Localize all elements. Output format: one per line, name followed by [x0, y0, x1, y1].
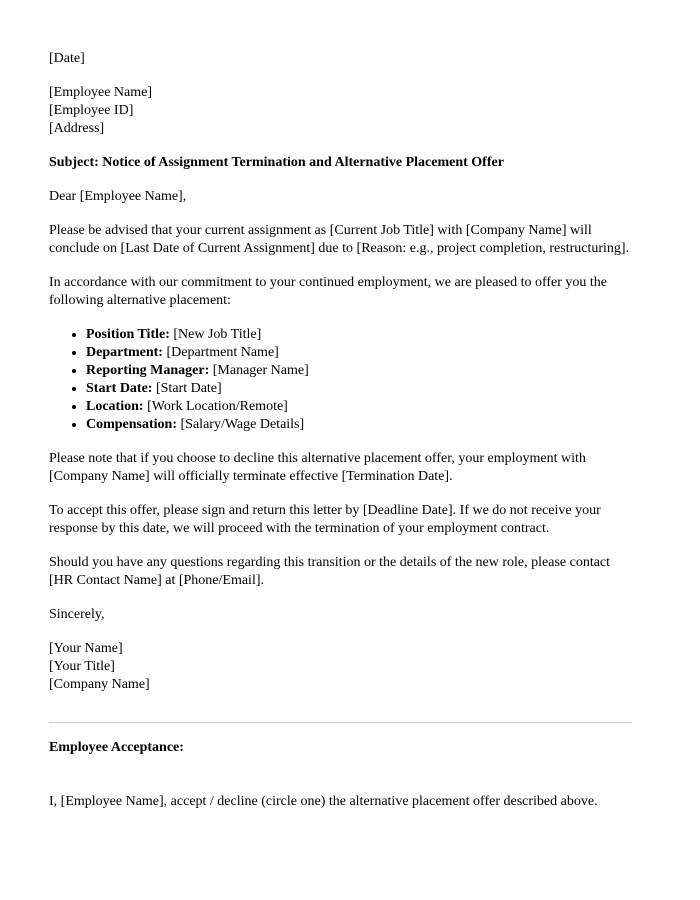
recipient-name: [Employee Name] — [49, 85, 153, 100]
list-item-value: [Department Name] — [166, 345, 279, 360]
placement-details-list — [49, 326, 632, 434]
list-item-value: [Manager Name] — [212, 363, 309, 378]
paragraph-questions-contact: Should you have any questions regarding this transition or the details of the new role, please contact [HR Contact Name] at [Phone/Email]. — [49, 555, 611, 588]
paragraph-decline-terms: Please note that if you choose to decline this alternative placement offer, your employment with [Company Name] will officially terminate effective [Termination Date]. — [49, 451, 586, 484]
signature-title: [Your Title] — [49, 659, 115, 674]
list-item-value: [Salary/Wage Details] — [180, 417, 305, 432]
list-item-value: [Start Date] — [155, 381, 222, 396]
list-item-department — [86, 344, 632, 362]
list-item-label: Location: — [86, 399, 144, 414]
list-item-value: [Work Location/Remote] — [147, 399, 288, 414]
list-item-label: Start Date: — [86, 381, 153, 396]
closing: Sincerely, — [49, 607, 105, 622]
paragraph-assignment-end: Please be advised that your current assignment as [Current Job Title] with [Company Name] will conclude on [Last Date of Current Assignment] due to [Reason: e.g., project completion, restructuring]. — [49, 223, 630, 256]
list-item-reporting-manager — [86, 362, 632, 380]
list-item-label: Reporting Manager: — [86, 363, 210, 378]
signature-company: [Company Name] — [49, 677, 150, 692]
recipient-id: [Employee ID] — [49, 103, 134, 118]
recipient-block — [49, 84, 632, 138]
acceptance-statement: I, [Employee Name], accept / decline (circle one) the alternative placement offer described above. — [49, 794, 598, 809]
salutation: Dear [Employee Name], — [49, 189, 187, 204]
list-item-label: Compensation: — [86, 417, 178, 432]
list-item-label: Department: — [86, 345, 163, 360]
list-item-start-date — [86, 380, 632, 398]
list-item-position-title — [86, 326, 632, 344]
signature-name: [Your Name] — [49, 641, 123, 656]
list-item-location — [86, 398, 632, 416]
paragraph-offer-intro: In accordance with our commitment to your continued employment, we are pleased to offer you the following alternative placement: — [49, 275, 608, 308]
list-item-label: Position Title: — [86, 327, 170, 342]
section-divider — [49, 722, 632, 723]
acceptance-heading: Employee Acceptance: — [49, 740, 184, 755]
paragraph-accept-instructions: To accept this offer, please sign and return this letter by [Deadline Date]. If we do not receive your response by this date, we will proceed with the termination of your employment contract. — [49, 503, 601, 536]
subject-line: Subject: Notice of Assignment Termination and Alternative Placement Offer — [49, 155, 504, 170]
recipient-address: [Address] — [49, 121, 105, 136]
list-item-value: [New Job Title] — [173, 327, 262, 342]
signature-block — [49, 640, 632, 694]
date-line: [Date] — [49, 51, 85, 66]
list-item-compensation — [86, 416, 632, 434]
